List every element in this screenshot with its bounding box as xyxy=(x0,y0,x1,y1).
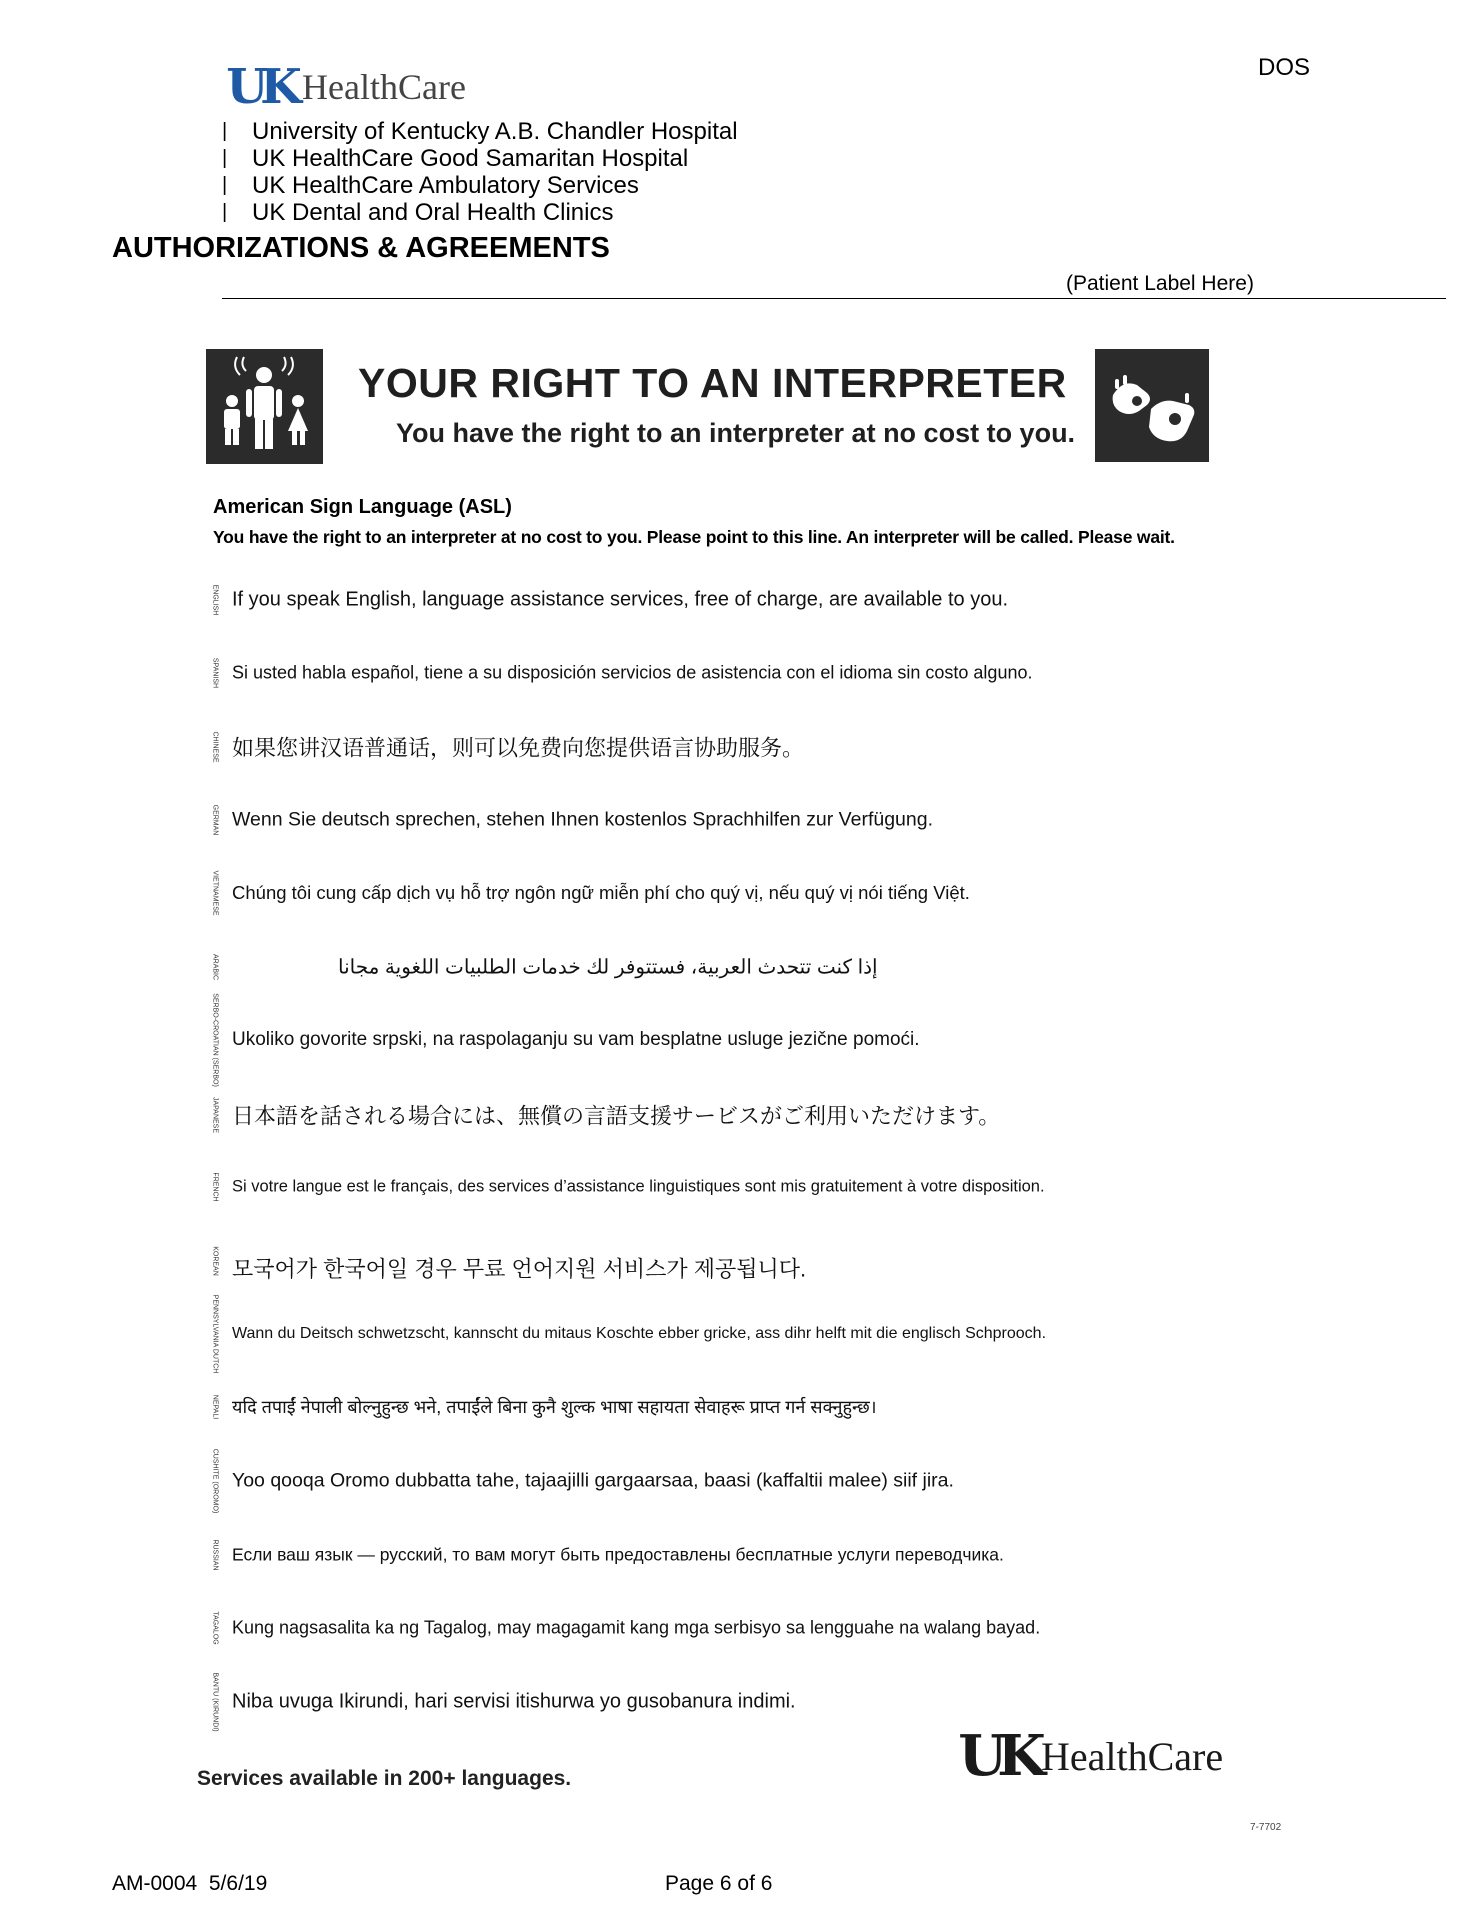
language-text: 모국어가 한국어일 경우 무료 언어지원 서비스가 제공됩니다. xyxy=(232,1256,807,1282)
language-text: Kung nagsasalita ka ng Tagalog, may magagamit kang mga serbisyo sa lengguahe na walang bayad. xyxy=(232,1617,1041,1638)
banner-title: YOUR RIGHT TO AN INTERPRETER xyxy=(358,360,1067,406)
language-text: यदि तपाईं नेपाली बोल्नुहुन्छ भने, तपाईंले बिना कुनै शुल्क भाषा सहायता सेवाहरू प्राप्त गर्न सक्नुहुन्छ। xyxy=(232,1397,877,1417)
language-text: Если ваш язык — русский, то вам могут быть предоставлены бесплатные услуги переводчика. xyxy=(232,1544,1004,1565)
language-tag: JAPANESE xyxy=(211,1096,219,1134)
asl-title: American Sign Language (ASL) xyxy=(213,496,512,518)
language-text: Yoo qooqa Oromo dubbatta tahe, tajaajilli gargaarsaa, baasi (kaffaltii malee) siif jira. xyxy=(232,1469,954,1492)
language-line-japanese xyxy=(208,1090,1108,1140)
language-text: Ukoliko govorite srpski, na raspolaganju su vam besplatne usluge jezične pomoći. xyxy=(232,1029,920,1050)
language-text: Chúng tôi cung cấp dịch vụ hỗ trợ ngôn ngữ miễn phí cho quý vị, nếu quý vị nói tiếng Việt. xyxy=(232,882,970,903)
hospital-item: | UK Dental and Oral Health Clinics xyxy=(222,199,614,226)
language-tag: TAGALOG xyxy=(211,1611,219,1645)
language-line-french xyxy=(208,1162,1108,1212)
uk-logo-text: HealthCare xyxy=(302,67,466,107)
hospital-item: | UK HealthCare Good Samaritan Hospital xyxy=(222,145,689,172)
language-line-cushite-oromo xyxy=(208,1448,1108,1514)
language-text: Si usted habla español, tiene a su disposición servicios de asistencia con el idioma sin costo alguno. xyxy=(232,662,1033,683)
language-tag: NEPALI xyxy=(211,1394,219,1420)
uk-healthcare-logo-bottom xyxy=(957,1722,1223,1790)
language-tag: FRENCH xyxy=(211,1172,219,1202)
people-family-icon xyxy=(206,349,323,464)
language-tag: RUSSIAN xyxy=(211,1539,219,1571)
language-tag: ENGLISH xyxy=(211,584,219,616)
language-line-russian xyxy=(208,1530,1108,1580)
language-text: Wann du Deitsch schwetzscht, kannscht du mitaus Koschte ebber gricke, ass dihr helft mit die englisch Schprooch. xyxy=(232,1325,1047,1342)
uk-healthcare-logo xyxy=(224,58,466,116)
language-text: 日本語を話される場合には、無償の言語支援サービスがご利用いただけます。 xyxy=(232,1103,1001,1129)
language-text: If you speak English, language assistance services, free of charge, are available to you. xyxy=(232,588,1009,611)
language-line-nepali xyxy=(208,1382,1108,1432)
patient-label-placeholder: (Patient Label Here) xyxy=(1066,272,1254,295)
language-line-pennsylvania-dutch xyxy=(208,1294,1108,1374)
language-tag: VIETNAMESE xyxy=(211,870,219,916)
language-tag: CUSHITE (OROMO) xyxy=(211,1448,219,1514)
asl-text: You have the right to an interpreter at no cost to you. Please point to this line. An interpreter will be called. Please wait. xyxy=(213,527,1175,547)
language-text: Niba uvuga Ikirundi, hari servisi itishurwa yo gusobanura indimi. xyxy=(232,1690,796,1713)
language-tag: PENNSYLVANIA DUTCH xyxy=(211,1294,219,1374)
language-line-arabic xyxy=(208,942,1108,992)
sign-language-hands-icon xyxy=(1095,349,1209,462)
hospital-item: | University of Kentucky A.B. Chandler Hospital xyxy=(222,118,738,145)
banner-subtitle: You have the right to an interpreter at no cost to you. xyxy=(396,418,1076,448)
language-line-korean xyxy=(208,1236,1108,1286)
language-tag: KOREAN xyxy=(211,1246,219,1276)
language-tag: SERBO-CROATIAN (SERBO) xyxy=(211,993,219,1087)
hospital-list xyxy=(222,118,738,226)
form-code: 7-7702 xyxy=(1250,1822,1282,1833)
language-tag: SPANISH xyxy=(211,657,219,689)
uk-logo-mark: UK xyxy=(226,59,294,115)
language-line-chinese xyxy=(208,722,1108,772)
language-line-bantu-kirundi xyxy=(208,1672,1108,1732)
patient-label-line xyxy=(222,298,1446,299)
language-text: Si votre langue est le français, des services d’assistance linguistiques sont mis gratuitement à votre disposition. xyxy=(232,1177,1045,1196)
language-line-serbo-croatian xyxy=(208,993,1108,1087)
page-title: AUTHORIZATIONS & AGREEMENTS xyxy=(112,232,610,264)
services-note: Services available in 200+ languages. xyxy=(197,1767,572,1790)
language-line-spanish xyxy=(208,648,1108,698)
uk-logo-text: HealthCare xyxy=(1041,1733,1224,1779)
language-text: 如果您讲汉语普通话，则可以免费向您提供语言协助服务。 xyxy=(232,735,805,761)
dos-label: DOS xyxy=(1258,54,1311,81)
uk-logo-mark: UK xyxy=(958,1723,1036,1789)
language-text: إذا كنت تتحدث العربية، فستتوفر لك خدمات الطلبيات اللغوية مجانا xyxy=(338,956,878,979)
language-tag: BANTU (KIRUNDI) xyxy=(211,1672,219,1732)
language-line-vietnamese xyxy=(208,868,1108,918)
hospital-item: | UK HealthCare Ambulatory Services xyxy=(222,172,639,199)
language-line-english xyxy=(208,575,1108,625)
page-number: Page 6 of 6 xyxy=(665,1872,773,1895)
language-line-german xyxy=(208,795,1108,845)
language-tag: ARABIC xyxy=(211,953,219,981)
language-text: Wenn Sie deutsch sprechen, stehen Ihnen kostenlos Sprachhilfen zur Verfügung. xyxy=(232,808,934,831)
language-tag: GERMAN xyxy=(211,804,219,836)
language-tag: CHINESE xyxy=(211,731,219,763)
document-code: AM-0004 5/6/19 xyxy=(112,1872,268,1895)
language-line-tagalog xyxy=(208,1603,1108,1653)
